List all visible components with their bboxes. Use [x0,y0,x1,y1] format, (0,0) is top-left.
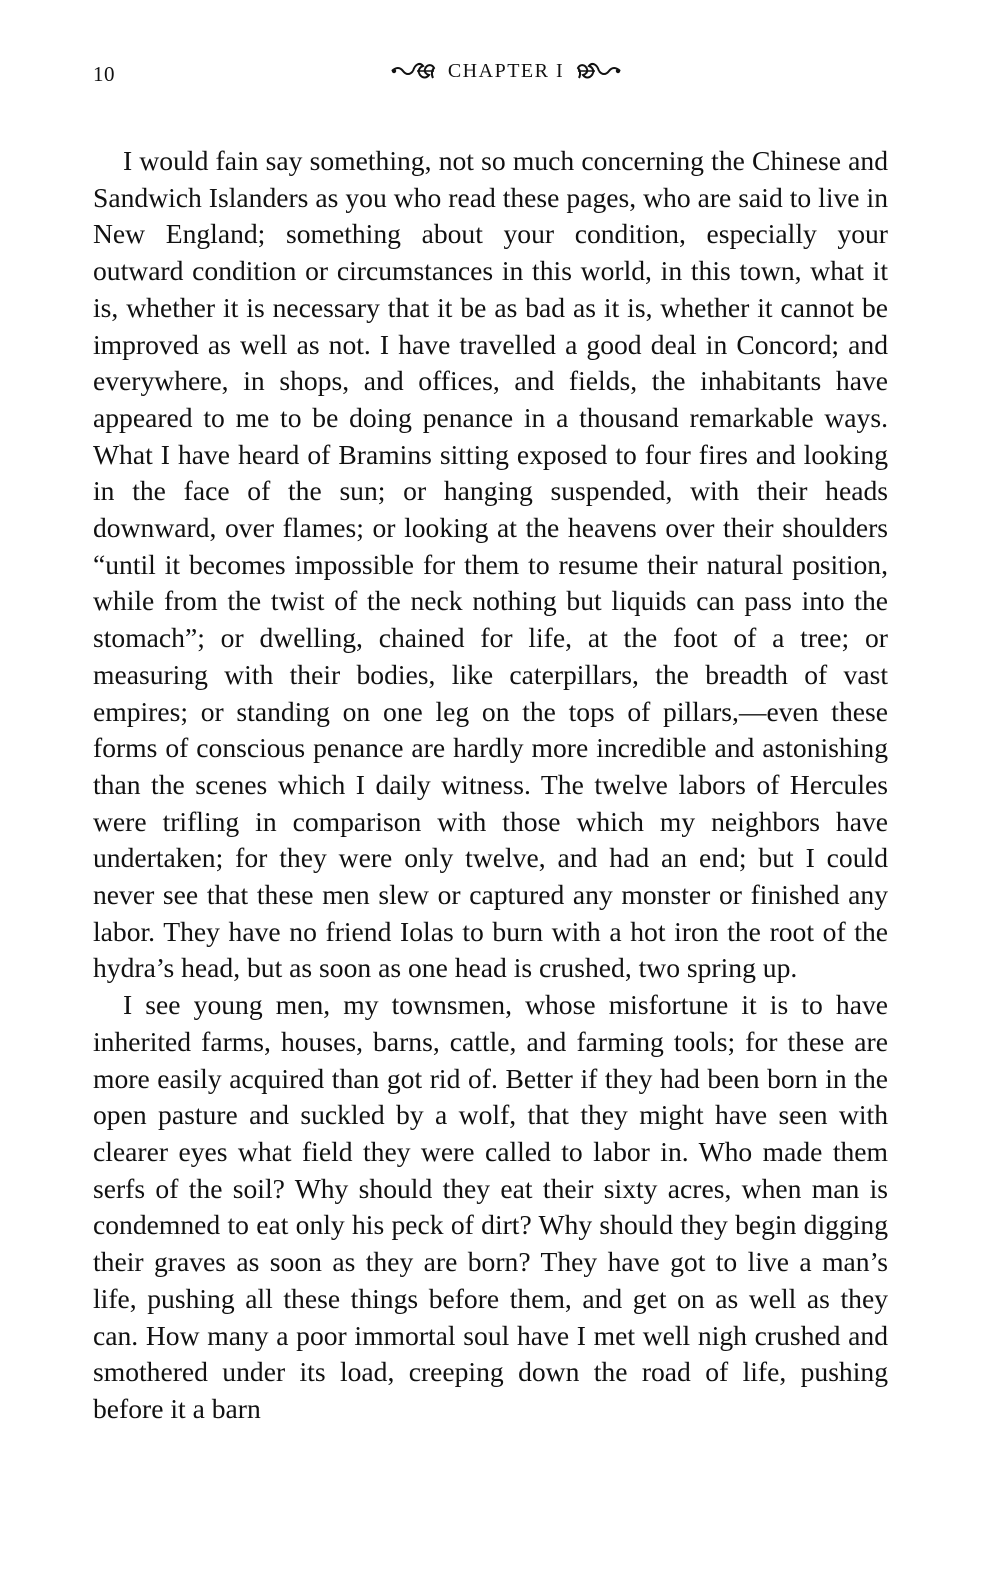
body-text [93,143,888,1428]
fleuron-left-icon [390,58,436,84]
page-header [0,58,1004,92]
paragraph: I would fain say something, not so much concerning the Chinese and Sandwich Islanders as you who read these pages, who are said to live in New England; something about your condition, especially your outward condition or circumstances in this world, in this town, what it is, whether it is necessary that it be as bad as it is, whether it cannot be improved as well as not. I have travelled a good deal in Concord; and everywhere, in shops, and offices, and fields, the inhabitants have appeared to me to be doing penance in a thousand remarkable ways. What I have heard of Bramins sitting exposed to four fires and looking in the face of the sun; or hanging suspended, with their heads downward, over flames; or looking at the heavens over their shoulders “until it becomes impossible for them to resume their natural position, while from the twist of the neck nothing but liquids can pass into the stomach”; or dwelling, chained for life, at the foot of a tree; or measuring with their bodies, like caterpillars, the breadth of vast empires; or standing on one leg on the tops of pillars,—even these forms of conscious penance are hardly more incredible and astonishing than the scenes which I daily witness. The twelve labors of Hercules were trifling in comparison with those which my neighbors have undertaken; for they were only twelve, and had an end; but I could never see that these men slew or captured any monster or finished any labor. They have no friend Iolas to burn with a hot iron the root of the hydra’s head, but as soon as one head is crushed, two spring up. [93,145,888,984]
fleuron-right-icon [576,58,622,84]
chapter-title: CHAPTER I [447,59,565,82]
paragraph: I see young men, my townsmen, whose misfortune it is to have inherited farms, houses, barns, cattle, and farming tools; for these are more easily acquired than got rid of. Better if they had been born in the open pasture and suckled by a wolf, that they might have seen with clearer eyes what field they were called to labor in. Who made them serfs of the soil? Why should they eat their sixty acres, when man is condemned to eat only his peck of dirt? Why should they begin digging their graves as soon as they are born? They have got to live a man’s life, pushing all these things before them, and get on as well as they can. How many a poor immortal soul have I met well nigh crushed and smothered under its load, creeping down the road of life, pushing before it a barn [93,989,888,1424]
page-number: 10 [93,62,115,86]
running-head [0,58,1004,84]
